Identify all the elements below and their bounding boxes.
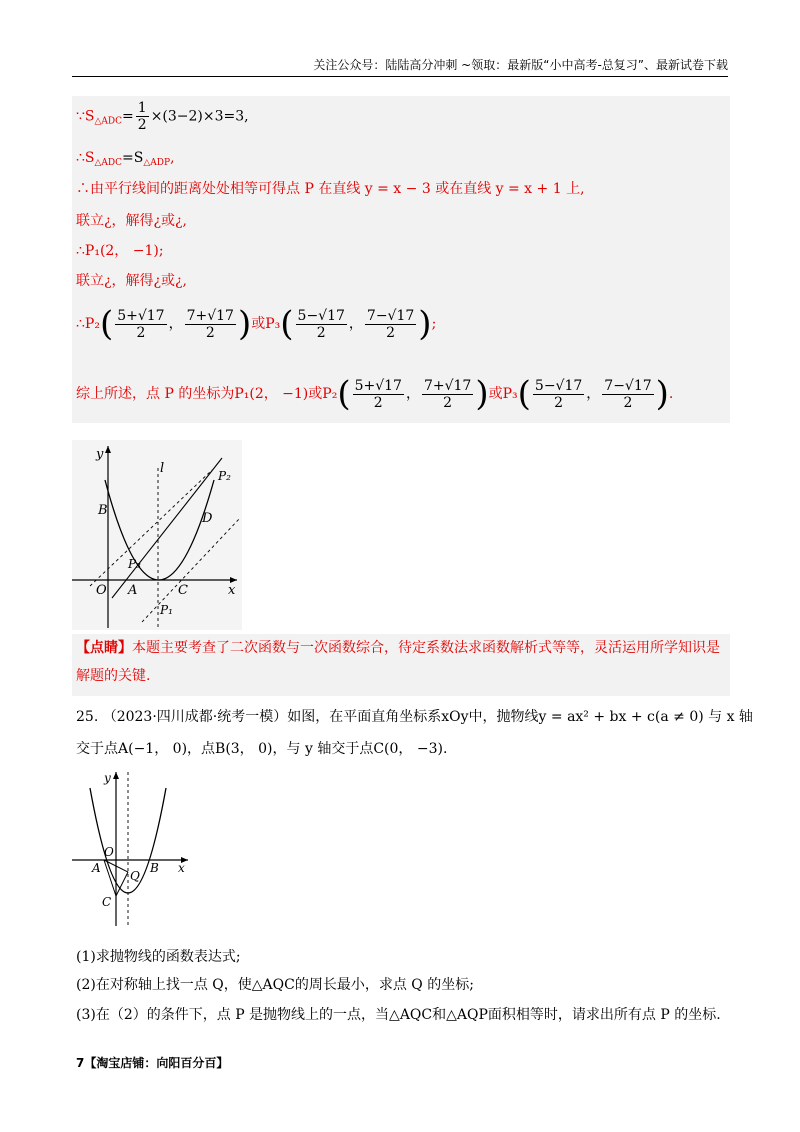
label-y: y	[104, 771, 111, 785]
parallel-line-lower	[142, 518, 240, 622]
label-q: Q	[130, 869, 140, 883]
comment-tag: 【点睛】	[76, 640, 132, 656]
solution-line-1: $\because S_{\triangle ADC}=$ $\frac{1}{2}$ ×(3−2)×3=3,	[76, 100, 249, 133]
question-1: (1)求抛物线的函数表达式;	[76, 949, 241, 965]
label-o: O	[96, 583, 107, 598]
problem-graph-svg	[72, 768, 192, 928]
solution-line-6: 联立¿，解得¿或¿,	[76, 273, 187, 289]
label-p1: P₁	[160, 603, 173, 617]
page-footer: 7【淘宝店铺：向阳百分百】	[76, 1056, 229, 1070]
solution-line-8: 综上所述，点 P 的坐标为P₁(2， −1)或P₂( $\frac{5+√17}{2}$ ， $\frac{7+√17}{2}$ )或P₃( $\frac{5-√17}{2}$ ， $\frac{7-√17}{2}$ ).	[76, 374, 674, 414]
label-c: C	[178, 583, 188, 598]
solution-line-4: 联立¿，解得¿或¿,	[76, 213, 187, 229]
solution-line-2: $\therefore S_{\triangle ADC}=S_{\triangle ADP}$,	[76, 150, 175, 168]
label-b: B	[98, 503, 108, 518]
solution-line-5: ∴P₁(2， −1);	[76, 243, 164, 259]
problem-intro-2: 交于点A(−1， 0)，点B(3， 0)，与 y 轴交于点C(0， −3).	[76, 741, 448, 757]
label-a: A	[128, 583, 138, 598]
comment-text: 本题主要考查了二次函数与一次函数综合，待定系数法求函数解析式等等，灵活运用所学知识是解题的关键.	[76, 640, 720, 684]
label-x: x	[178, 861, 185, 875]
parabola	[105, 480, 214, 580]
question-2: (2)在对称轴上找一点 Q，使△AQC的周长最小，求点 Q 的坐标;	[76, 977, 474, 993]
label-d: D	[202, 511, 213, 526]
label-a: A	[92, 861, 101, 875]
label-p2: P₂	[218, 469, 231, 483]
label-l: l	[160, 461, 165, 476]
solution-graph-svg	[72, 440, 242, 630]
label-y: y	[96, 447, 104, 462]
solution-line-3: ∴由平行线间的距离处处相等可得点 P 在直线 y = x − 3 或在直线 y = x + 1 上,	[76, 181, 585, 197]
problem-graph	[72, 768, 192, 928]
label-x: x	[228, 583, 236, 598]
label-o: O	[104, 845, 114, 859]
page-header: 关注公众号：陆陆高分冲刺 ~领取：最新版“小中高考-总复习”、最新试卷下载	[72, 56, 728, 77]
question-3: (3)在（2）的条件下，点 P 是抛物线上的一点，当△AQC和△AQP面积相等时，请求出所有点 P 的坐标.	[76, 1007, 721, 1023]
solution-graph	[72, 440, 242, 630]
problem-intro: 25. （2023·四川成都·统考一模）如图，在平面直角坐标系xOy中，抛物线y = ax² + bx + c(a ≠ 0) 与 x 轴	[76, 709, 753, 725]
label-b: B	[150, 861, 159, 875]
comment-box	[72, 634, 730, 696]
label-p3: P₃	[128, 557, 141, 571]
label-c: C	[102, 895, 112, 909]
solution-line-7: ∴P₂( $\frac{5+√17}{2}$ ， $\frac{7+√17}{2}$ )或P₃( $\frac{5-√17}{2}$ ， $\frac{7-√17}{2}$ );	[76, 304, 437, 344]
